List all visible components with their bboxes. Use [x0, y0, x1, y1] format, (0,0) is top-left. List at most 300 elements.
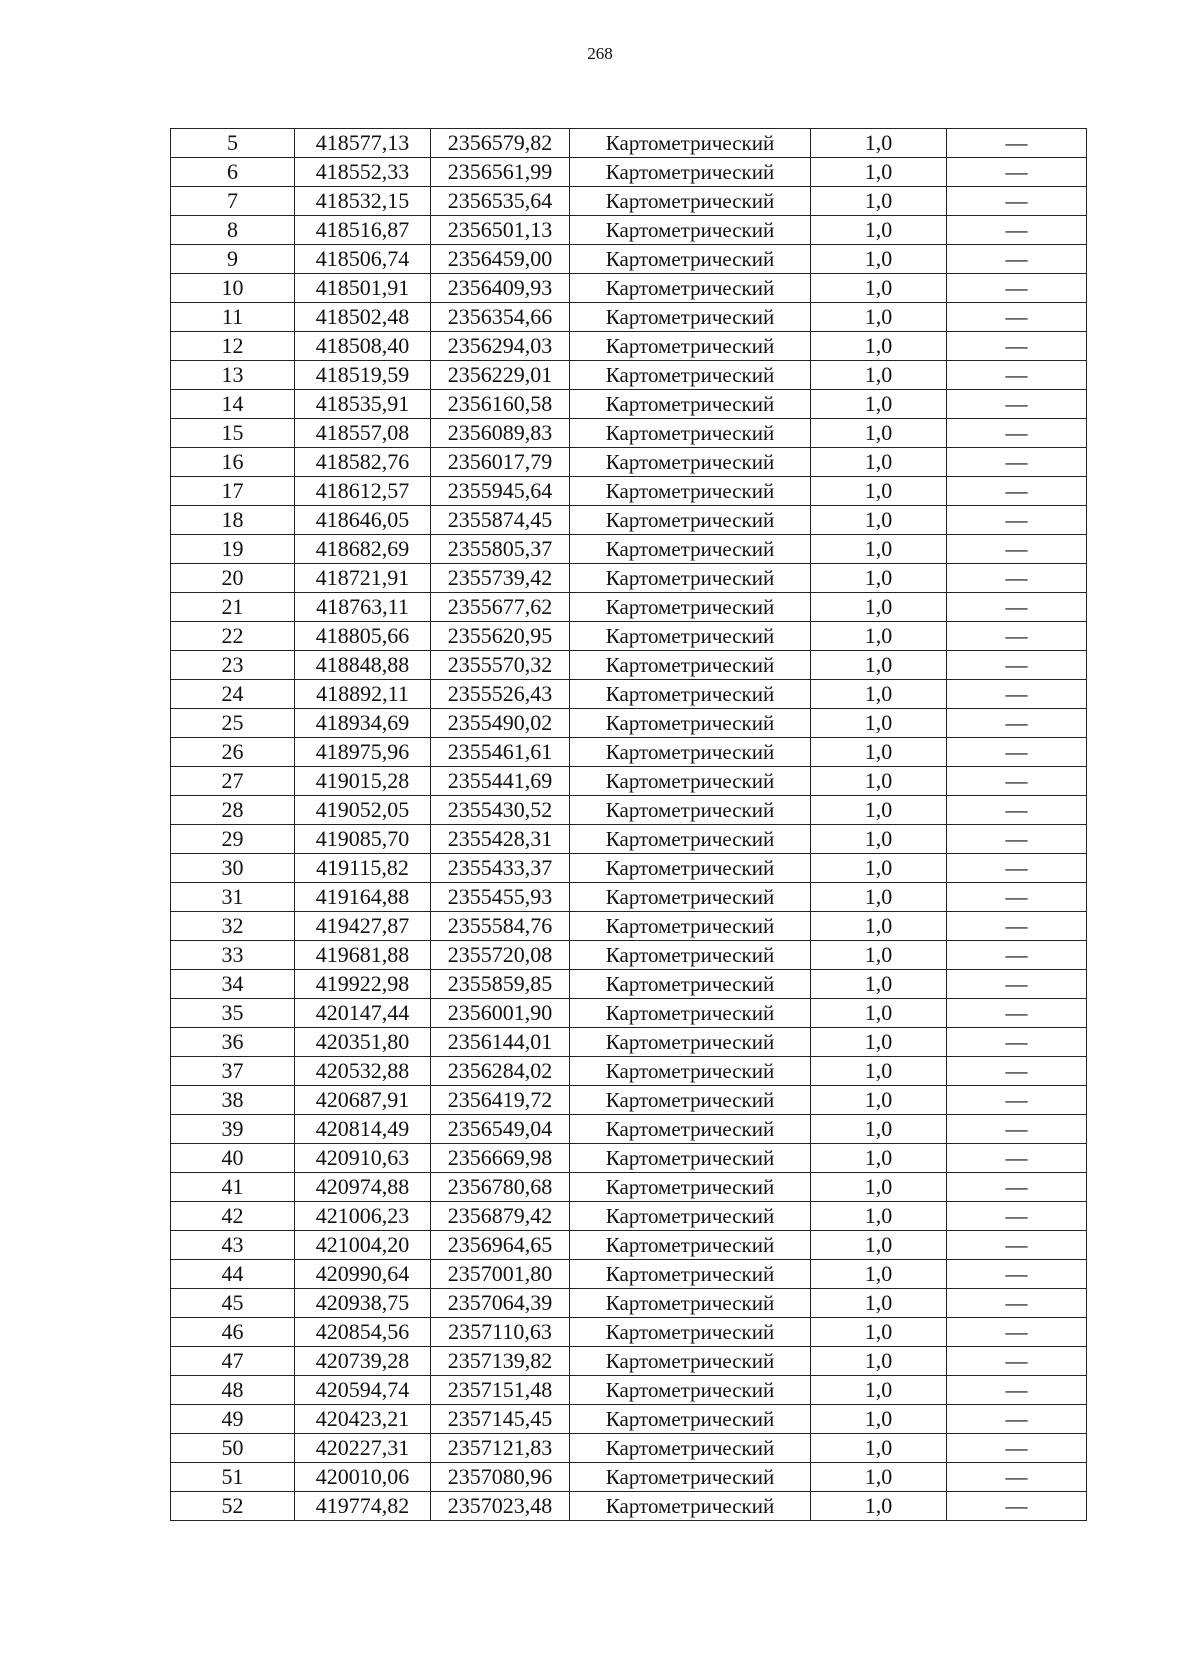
y-coordinate-cell: 2355433,37	[431, 854, 570, 883]
table-row	[171, 593, 1087, 622]
table-row	[171, 767, 1087, 796]
method-cell: Картометрический	[570, 332, 811, 361]
description-cell: —	[947, 1115, 1087, 1144]
x-coordinate-cell: 420814,49	[295, 1115, 431, 1144]
precision-cell: 1,0	[811, 245, 947, 274]
x-coordinate-cell: 418501,91	[295, 274, 431, 303]
x-coordinate-cell: 419427,87	[295, 912, 431, 941]
point-number-cell: 28	[171, 796, 295, 825]
y-coordinate-cell: 2355526,43	[431, 680, 570, 709]
table-row	[171, 738, 1087, 767]
table-row	[171, 1347, 1087, 1376]
precision-cell: 1,0	[811, 622, 947, 651]
x-coordinate-cell: 420974,88	[295, 1173, 431, 1202]
method-cell: Картометрический	[570, 216, 811, 245]
y-coordinate-cell: 2356459,00	[431, 245, 570, 274]
point-number-cell: 12	[171, 332, 295, 361]
method-cell: Картометрический	[570, 361, 811, 390]
y-coordinate-cell: 2356284,02	[431, 1057, 570, 1086]
description-cell: —	[947, 419, 1087, 448]
point-number-cell: 33	[171, 941, 295, 970]
table-row	[171, 477, 1087, 506]
method-cell: Картометрический	[570, 883, 811, 912]
method-cell: Картометрический	[570, 1376, 811, 1405]
y-coordinate-cell: 2355430,52	[431, 796, 570, 825]
method-cell: Картометрический	[570, 825, 811, 854]
precision-cell: 1,0	[811, 1289, 947, 1318]
y-coordinate-cell: 2356561,99	[431, 158, 570, 187]
method-cell: Картометрический	[570, 912, 811, 941]
table-row	[171, 941, 1087, 970]
table-row	[171, 1318, 1087, 1347]
description-cell: —	[947, 1173, 1087, 1202]
y-coordinate-cell: 2356294,03	[431, 332, 570, 361]
precision-cell: 1,0	[811, 564, 947, 593]
method-cell: Картометрический	[570, 506, 811, 535]
description-cell: —	[947, 303, 1087, 332]
method-cell: Картометрический	[570, 854, 811, 883]
description-cell: —	[947, 1260, 1087, 1289]
x-coordinate-cell: 419681,88	[295, 941, 431, 970]
table-row	[171, 883, 1087, 912]
precision-cell: 1,0	[811, 1318, 947, 1347]
x-coordinate-cell: 418892,11	[295, 680, 431, 709]
method-cell: Картометрический	[570, 477, 811, 506]
table-row	[171, 158, 1087, 187]
description-cell: —	[947, 535, 1087, 564]
y-coordinate-cell: 2356089,83	[431, 419, 570, 448]
method-cell: Картометрический	[570, 274, 811, 303]
table-row	[171, 1405, 1087, 1434]
table-row	[171, 303, 1087, 332]
point-number-cell: 50	[171, 1434, 295, 1463]
table-row	[171, 1173, 1087, 1202]
y-coordinate-cell: 2355620,95	[431, 622, 570, 651]
point-number-cell: 16	[171, 448, 295, 477]
x-coordinate-cell: 418557,08	[295, 419, 431, 448]
method-cell: Картометрический	[570, 1405, 811, 1434]
table-row	[171, 1434, 1087, 1463]
precision-cell: 1,0	[811, 680, 947, 709]
y-coordinate-cell: 2355461,61	[431, 738, 570, 767]
x-coordinate-cell: 419115,82	[295, 854, 431, 883]
point-number-cell: 25	[171, 709, 295, 738]
point-number-cell: 47	[171, 1347, 295, 1376]
precision-cell: 1,0	[811, 1260, 947, 1289]
description-cell: —	[947, 999, 1087, 1028]
description-cell: —	[947, 1144, 1087, 1173]
x-coordinate-cell: 418646,05	[295, 506, 431, 535]
method-cell: Картометрический	[570, 390, 811, 419]
description-cell: —	[947, 796, 1087, 825]
x-coordinate-cell: 418532,15	[295, 187, 431, 216]
description-cell: —	[947, 1086, 1087, 1115]
x-coordinate-cell: 420010,06	[295, 1463, 431, 1492]
point-number-cell: 23	[171, 651, 295, 680]
point-number-cell: 30	[171, 854, 295, 883]
point-number-cell: 18	[171, 506, 295, 535]
method-cell: Картометрический	[570, 1057, 811, 1086]
y-coordinate-cell: 2355584,76	[431, 912, 570, 941]
description-cell: —	[947, 1202, 1087, 1231]
point-number-cell: 45	[171, 1289, 295, 1318]
description-cell: —	[947, 1231, 1087, 1260]
description-cell: —	[947, 390, 1087, 419]
x-coordinate-cell: 418502,48	[295, 303, 431, 332]
point-number-cell: 29	[171, 825, 295, 854]
table-row	[171, 1376, 1087, 1405]
x-coordinate-cell: 418552,33	[295, 158, 431, 187]
page-number: 268	[587, 44, 613, 63]
precision-cell: 1,0	[811, 1144, 947, 1173]
x-coordinate-cell: 420687,91	[295, 1086, 431, 1115]
y-coordinate-cell: 2355677,62	[431, 593, 570, 622]
table-row	[171, 216, 1087, 245]
point-number-cell: 8	[171, 216, 295, 245]
table-row	[171, 1202, 1087, 1231]
y-coordinate-cell: 2355874,45	[431, 506, 570, 535]
precision-cell: 1,0	[811, 1057, 947, 1086]
table-row	[171, 1028, 1087, 1057]
y-coordinate-cell: 2357080,96	[431, 1463, 570, 1492]
method-cell: Картометрический	[570, 303, 811, 332]
table-row	[171, 506, 1087, 535]
precision-cell: 1,0	[811, 1434, 947, 1463]
method-cell: Картометрический	[570, 535, 811, 564]
method-cell: Картометрический	[570, 680, 811, 709]
y-coordinate-cell: 2356780,68	[431, 1173, 570, 1202]
table-row	[171, 622, 1087, 651]
method-cell: Картометрический	[570, 593, 811, 622]
y-coordinate-cell: 2355428,31	[431, 825, 570, 854]
description-cell: —	[947, 1434, 1087, 1463]
x-coordinate-cell: 419052,05	[295, 796, 431, 825]
description-cell: —	[947, 825, 1087, 854]
method-cell: Картометрический	[570, 129, 811, 158]
method-cell: Картометрический	[570, 767, 811, 796]
method-cell: Картометрический	[570, 1173, 811, 1202]
table-row	[171, 1057, 1087, 1086]
y-coordinate-cell: 2356001,90	[431, 999, 570, 1028]
x-coordinate-cell: 418582,76	[295, 448, 431, 477]
table-row	[171, 680, 1087, 709]
precision-cell: 1,0	[811, 1086, 947, 1115]
x-coordinate-cell: 420938,75	[295, 1289, 431, 1318]
point-number-cell: 46	[171, 1318, 295, 1347]
method-cell: Картометрический	[570, 564, 811, 593]
description-cell: —	[947, 477, 1087, 506]
point-number-cell: 17	[171, 477, 295, 506]
x-coordinate-cell: 418682,69	[295, 535, 431, 564]
y-coordinate-cell: 2355570,32	[431, 651, 570, 680]
table-row	[171, 332, 1087, 361]
x-coordinate-cell: 418721,91	[295, 564, 431, 593]
point-number-cell: 19	[171, 535, 295, 564]
precision-cell: 1,0	[811, 593, 947, 622]
y-coordinate-cell: 2357145,45	[431, 1405, 570, 1434]
x-coordinate-cell: 420739,28	[295, 1347, 431, 1376]
precision-cell: 1,0	[811, 854, 947, 883]
table-row	[171, 245, 1087, 274]
y-coordinate-cell: 2357064,39	[431, 1289, 570, 1318]
description-cell: —	[947, 1347, 1087, 1376]
method-cell: Картометрический	[570, 1463, 811, 1492]
table-row	[171, 535, 1087, 564]
point-number-cell: 9	[171, 245, 295, 274]
method-cell: Картометрический	[570, 1289, 811, 1318]
precision-cell: 1,0	[811, 738, 947, 767]
point-number-cell: 22	[171, 622, 295, 651]
table-row	[171, 999, 1087, 1028]
x-coordinate-cell: 418848,88	[295, 651, 431, 680]
x-coordinate-cell: 418506,74	[295, 245, 431, 274]
description-cell: —	[947, 854, 1087, 883]
y-coordinate-cell: 2356017,79	[431, 448, 570, 477]
y-coordinate-cell: 2357110,63	[431, 1318, 570, 1347]
precision-cell: 1,0	[811, 303, 947, 332]
y-coordinate-cell: 2356964,65	[431, 1231, 570, 1260]
y-coordinate-cell: 2357151,48	[431, 1376, 570, 1405]
precision-cell: 1,0	[811, 332, 947, 361]
x-coordinate-cell: 421006,23	[295, 1202, 431, 1231]
precision-cell: 1,0	[811, 651, 947, 680]
description-cell: —	[947, 941, 1087, 970]
table-row	[171, 1492, 1087, 1521]
y-coordinate-cell: 2355945,64	[431, 477, 570, 506]
point-number-cell: 11	[171, 303, 295, 332]
x-coordinate-cell: 420910,63	[295, 1144, 431, 1173]
y-coordinate-cell: 2356409,93	[431, 274, 570, 303]
description-cell: —	[947, 274, 1087, 303]
y-coordinate-cell: 2356229,01	[431, 361, 570, 390]
y-coordinate-cell: 2356579,82	[431, 129, 570, 158]
point-number-cell: 51	[171, 1463, 295, 1492]
precision-cell: 1,0	[811, 129, 947, 158]
description-cell: —	[947, 448, 1087, 477]
point-number-cell: 38	[171, 1086, 295, 1115]
precision-cell: 1,0	[811, 535, 947, 564]
x-coordinate-cell: 419085,70	[295, 825, 431, 854]
precision-cell: 1,0	[811, 187, 947, 216]
table-row	[171, 970, 1087, 999]
precision-cell: 1,0	[811, 216, 947, 245]
table-row	[171, 854, 1087, 883]
description-cell: —	[947, 129, 1087, 158]
point-number-cell: 32	[171, 912, 295, 941]
description-cell: —	[947, 1028, 1087, 1057]
precision-cell: 1,0	[811, 1376, 947, 1405]
method-cell: Картометрический	[570, 1202, 811, 1231]
y-coordinate-cell: 2355739,42	[431, 564, 570, 593]
x-coordinate-cell: 421004,20	[295, 1231, 431, 1260]
point-number-cell: 6	[171, 158, 295, 187]
precision-cell: 1,0	[811, 912, 947, 941]
table-row	[171, 419, 1087, 448]
precision-cell: 1,0	[811, 477, 947, 506]
precision-cell: 1,0	[811, 1463, 947, 1492]
method-cell: Картометрический	[570, 738, 811, 767]
method-cell: Картометрический	[570, 1115, 811, 1144]
description-cell: —	[947, 651, 1087, 680]
description-cell: —	[947, 912, 1087, 941]
method-cell: Картометрический	[570, 970, 811, 999]
table-row	[171, 1463, 1087, 1492]
point-number-cell: 31	[171, 883, 295, 912]
method-cell: Картометрический	[570, 941, 811, 970]
method-cell: Картометрический	[570, 1347, 811, 1376]
method-cell: Картометрический	[570, 1086, 811, 1115]
precision-cell: 1,0	[811, 825, 947, 854]
table-row	[171, 274, 1087, 303]
y-coordinate-cell: 2355441,69	[431, 767, 570, 796]
y-coordinate-cell: 2357001,80	[431, 1260, 570, 1289]
point-number-cell: 5	[171, 129, 295, 158]
x-coordinate-cell: 420147,44	[295, 999, 431, 1028]
precision-cell: 1,0	[811, 1347, 947, 1376]
method-cell: Картометрический	[570, 1028, 811, 1057]
precision-cell: 1,0	[811, 1115, 947, 1144]
precision-cell: 1,0	[811, 390, 947, 419]
table-row	[171, 564, 1087, 593]
x-coordinate-cell: 418934,69	[295, 709, 431, 738]
table-row	[171, 709, 1087, 738]
y-coordinate-cell: 2356501,13	[431, 216, 570, 245]
y-coordinate-cell: 2356144,01	[431, 1028, 570, 1057]
point-number-cell: 42	[171, 1202, 295, 1231]
x-coordinate-cell: 420594,74	[295, 1376, 431, 1405]
table-row	[171, 129, 1087, 158]
description-cell: —	[947, 245, 1087, 274]
x-coordinate-cell: 418519,59	[295, 361, 431, 390]
description-cell: —	[947, 970, 1087, 999]
description-cell: —	[947, 622, 1087, 651]
precision-cell: 1,0	[811, 1173, 947, 1202]
table-row	[171, 912, 1087, 941]
point-number-cell: 15	[171, 419, 295, 448]
y-coordinate-cell: 2356160,58	[431, 390, 570, 419]
point-number-cell: 48	[171, 1376, 295, 1405]
precision-cell: 1,0	[811, 1492, 947, 1521]
precision-cell: 1,0	[811, 796, 947, 825]
precision-cell: 1,0	[811, 1028, 947, 1057]
precision-cell: 1,0	[811, 999, 947, 1028]
coordinates-table	[170, 128, 1087, 1521]
x-coordinate-cell: 420351,80	[295, 1028, 431, 1057]
description-cell: —	[947, 506, 1087, 535]
table-row	[171, 651, 1087, 680]
point-number-cell: 20	[171, 564, 295, 593]
method-cell: Картометрический	[570, 1231, 811, 1260]
method-cell: Картометрический	[570, 448, 811, 477]
precision-cell: 1,0	[811, 941, 947, 970]
x-coordinate-cell: 419015,28	[295, 767, 431, 796]
description-cell: —	[947, 883, 1087, 912]
y-coordinate-cell: 2357023,48	[431, 1492, 570, 1521]
description-cell: —	[947, 564, 1087, 593]
x-coordinate-cell: 419164,88	[295, 883, 431, 912]
description-cell: —	[947, 216, 1087, 245]
precision-cell: 1,0	[811, 970, 947, 999]
description-cell: —	[947, 1289, 1087, 1318]
precision-cell: 1,0	[811, 767, 947, 796]
method-cell: Картометрический	[570, 1434, 811, 1463]
description-cell: —	[947, 1405, 1087, 1434]
point-number-cell: 40	[171, 1144, 295, 1173]
y-coordinate-cell: 2356419,72	[431, 1086, 570, 1115]
y-coordinate-cell: 2355490,02	[431, 709, 570, 738]
description-cell: —	[947, 1492, 1087, 1521]
x-coordinate-cell: 420532,88	[295, 1057, 431, 1086]
point-number-cell: 49	[171, 1405, 295, 1434]
point-number-cell: 43	[171, 1231, 295, 1260]
method-cell: Картометрический	[570, 158, 811, 187]
x-coordinate-cell: 418975,96	[295, 738, 431, 767]
precision-cell: 1,0	[811, 883, 947, 912]
y-coordinate-cell: 2356669,98	[431, 1144, 570, 1173]
description-cell: —	[947, 680, 1087, 709]
description-cell: —	[947, 593, 1087, 622]
table-row	[171, 361, 1087, 390]
point-number-cell: 41	[171, 1173, 295, 1202]
table-row	[171, 1115, 1087, 1144]
description-cell: —	[947, 187, 1087, 216]
method-cell: Картометрический	[570, 187, 811, 216]
point-number-cell: 36	[171, 1028, 295, 1057]
point-number-cell: 10	[171, 274, 295, 303]
x-coordinate-cell: 419774,82	[295, 1492, 431, 1521]
method-cell: Картометрический	[570, 622, 811, 651]
table-row	[171, 1260, 1087, 1289]
y-coordinate-cell: 2355805,37	[431, 535, 570, 564]
description-cell: —	[947, 767, 1087, 796]
precision-cell: 1,0	[811, 419, 947, 448]
precision-cell: 1,0	[811, 361, 947, 390]
point-number-cell: 13	[171, 361, 295, 390]
precision-cell: 1,0	[811, 1231, 947, 1260]
description-cell: —	[947, 158, 1087, 187]
point-number-cell: 52	[171, 1492, 295, 1521]
table-row	[171, 1289, 1087, 1318]
description-cell: —	[947, 1376, 1087, 1405]
y-coordinate-cell: 2355455,93	[431, 883, 570, 912]
point-number-cell: 26	[171, 738, 295, 767]
y-coordinate-cell: 2357121,83	[431, 1434, 570, 1463]
y-coordinate-cell: 2356879,42	[431, 1202, 570, 1231]
method-cell: Картометрический	[570, 709, 811, 738]
point-number-cell: 27	[171, 767, 295, 796]
point-number-cell: 44	[171, 1260, 295, 1289]
method-cell: Картометрический	[570, 651, 811, 680]
table-row	[171, 448, 1087, 477]
method-cell: Картометрический	[570, 1144, 811, 1173]
method-cell: Картометрический	[570, 419, 811, 448]
description-cell: —	[947, 709, 1087, 738]
x-coordinate-cell: 418516,87	[295, 216, 431, 245]
x-coordinate-cell: 418763,11	[295, 593, 431, 622]
point-number-cell: 35	[171, 999, 295, 1028]
table-row	[171, 390, 1087, 419]
x-coordinate-cell: 420423,21	[295, 1405, 431, 1434]
description-cell: —	[947, 1057, 1087, 1086]
description-cell: —	[947, 1318, 1087, 1347]
y-coordinate-cell: 2355859,85	[431, 970, 570, 999]
precision-cell: 1,0	[811, 1405, 947, 1434]
x-coordinate-cell: 420227,31	[295, 1434, 431, 1463]
method-cell: Картометрический	[570, 1260, 811, 1289]
x-coordinate-cell: 418535,91	[295, 390, 431, 419]
description-cell: —	[947, 332, 1087, 361]
table-row	[171, 825, 1087, 854]
